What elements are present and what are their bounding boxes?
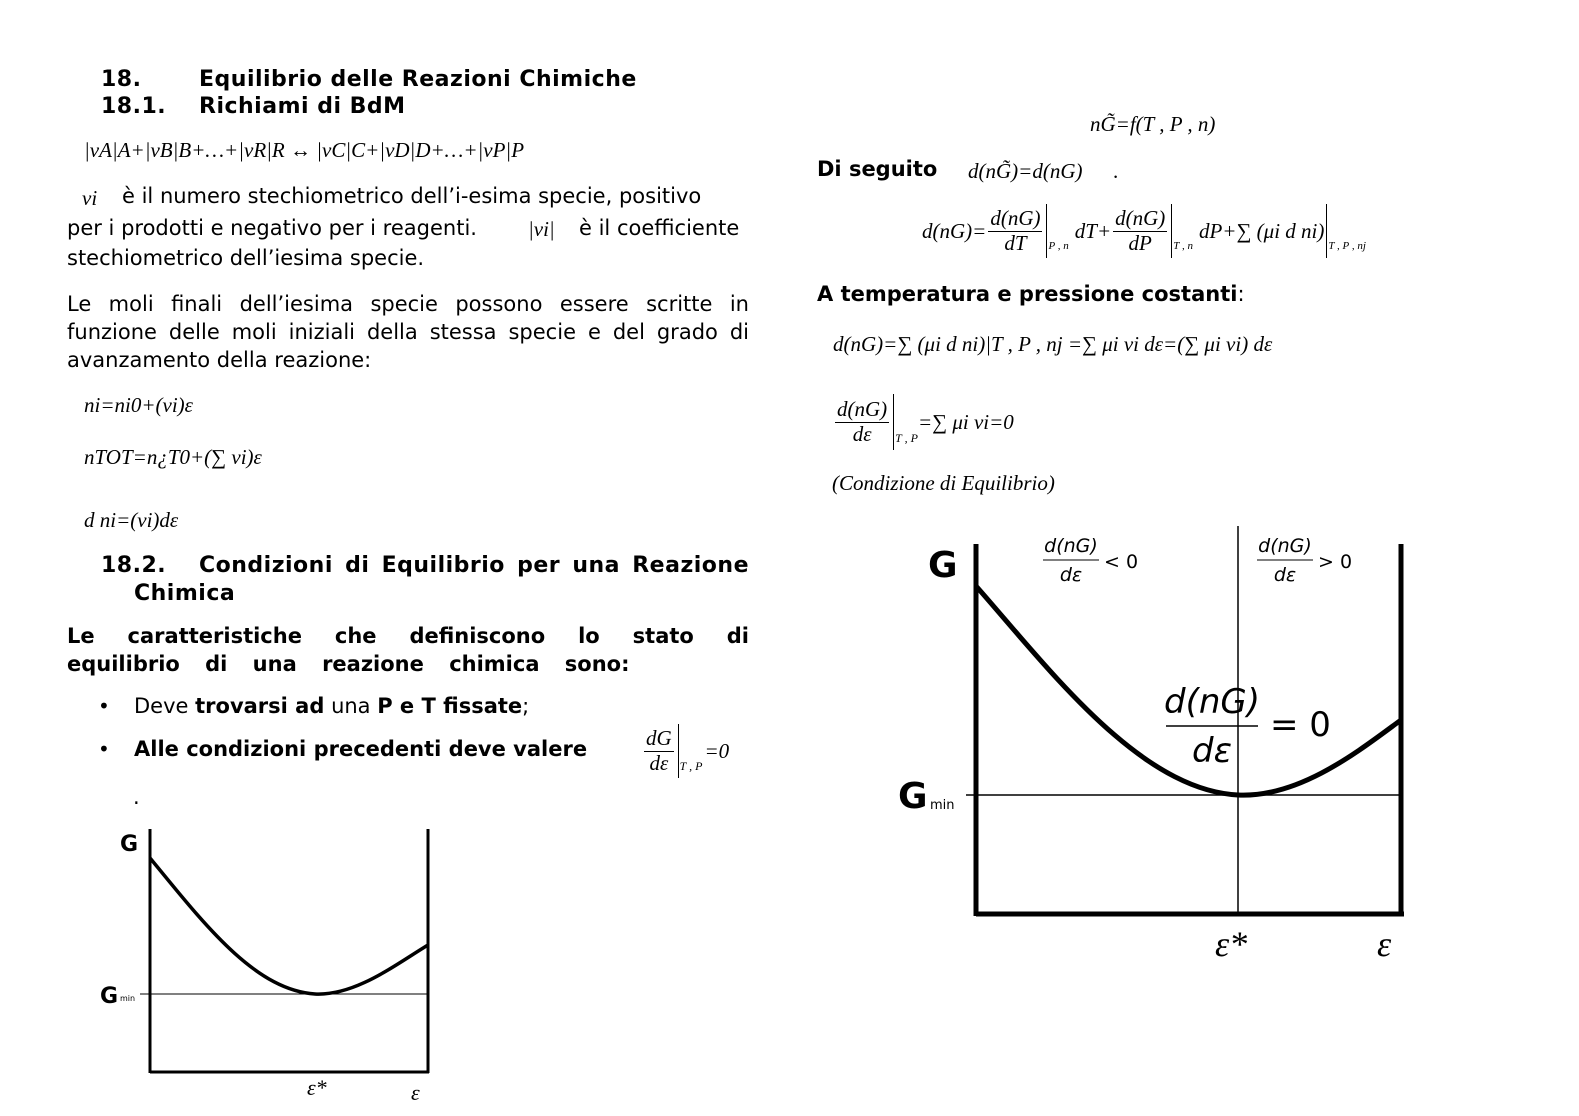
- section-title-18-1: Richiami di BdM: [199, 94, 406, 119]
- small-chart: [95, 825, 445, 1105]
- small-chart-eps-star: ε*: [307, 1075, 327, 1100]
- bullet2-text: Alle condizioni precedenti deve valere: [134, 737, 588, 761]
- small-chart-eps: ε: [411, 1080, 420, 1105]
- eq-ni: ni=ni0+(νi)ε: [84, 393, 193, 417]
- svg-text:= 0: = 0: [1270, 705, 1331, 745]
- eq-equilibrium-derivative: $\frac{d(nG)}{d\varepsilon}$ T , P =∑ μi νi=0: [833, 394, 1014, 450]
- eq-dnG-total: d(nG)= $\frac{d(nG)}{dT}$ P , n dT+ $\frac{d(nG)}{dP}$ T , n dP+∑ (μi d ni) T , P , nj: [922, 204, 1366, 258]
- para1-line1: è il numero stechiometrico dell’i-esima specie, positivo: [122, 184, 702, 208]
- section-number-18: 18.: [101, 67, 142, 92]
- eq-ng-tilde: nG̃=f(T , P , n): [1090, 112, 1216, 136]
- small-chart-gmin-label: G: [100, 984, 119, 1009]
- section-title-18: Equilibrio delle Reazioni Chimiche: [199, 67, 637, 92]
- nu-symbol: νi: [82, 186, 98, 210]
- stray-dot: .: [133, 785, 140, 809]
- section-title-18-2-cont: Chimica: [134, 581, 236, 606]
- condizione-equilibrio: (Condizione di Equilibrio): [832, 471, 1055, 495]
- big-chart: [890, 520, 1420, 970]
- para3: Le caratteristiche che definiscono lo stato di equilibrio di una reazione chimica sono:: [67, 624, 749, 676]
- section-number-18-1: 18.1.: [101, 94, 167, 119]
- big-chart-eps: ε: [1377, 924, 1392, 964]
- bullet-2: •: [98, 737, 110, 761]
- para1-line3: stechiometrico dell’iesima specie.: [67, 246, 425, 270]
- section-number-18-2: 18.2.: [101, 553, 167, 578]
- eq-ntot: nTOT=n¿T0+(∑ νi)ε: [84, 445, 262, 469]
- svg-text:d(nG): d(nG): [1163, 682, 1261, 722]
- big-chart-eps-star: ε*: [1215, 924, 1248, 964]
- di-seguito-dot: .: [1113, 159, 1119, 183]
- para2: Le moli finali dell’iesima specie possono essere scritte in funzione delle moli iniziali della stessa specie e del grado di avanzamento della reazione:: [67, 292, 749, 372]
- big-chart-left-annotation: [1043, 535, 1138, 586]
- section-title-18-2: Condizioni di Equilibrio per una Reazione: [199, 553, 749, 578]
- svg-text:> 0: > 0: [1318, 551, 1353, 573]
- reaction-equation: |νA|A+|νB|B+…+|νR|R ↔ |νC|C+|νD|D+…+|νP|P: [84, 138, 525, 162]
- para1-line2b: è il coefficiente: [579, 216, 740, 240]
- svg-text:dε: dε: [1059, 564, 1083, 586]
- di-seguito-label: Di seguito: [817, 157, 938, 181]
- bullet-1: •: [98, 694, 110, 718]
- big-chart-mid-annotation: [1164, 682, 1331, 771]
- small-chart-curve: [150, 858, 428, 994]
- svg-text:< 0: < 0: [1104, 551, 1139, 573]
- small-chart-gmin-sub: min: [120, 994, 136, 1003]
- big-chart-gmin-sub: min: [930, 798, 955, 813]
- di-seguito-eq: d(nG̃)=d(nG): [968, 159, 1083, 183]
- svg-text:d(nG): d(nG): [1044, 535, 1098, 557]
- bullet1-text: Deve trovarsi ad una P e T fissate;: [134, 694, 530, 718]
- svg-text:d(nG): d(nG): [1258, 535, 1312, 557]
- eq-dni: d ni=(νi)dε: [84, 508, 179, 532]
- small-chart-g-label: G: [120, 832, 139, 857]
- big-chart-gmin-label: G: [898, 776, 928, 817]
- nu-abs-symbol: |νi|: [528, 217, 555, 241]
- bullet2-equation: $\frac{dG}{d\varepsilon}$ T , P =0: [642, 724, 729, 778]
- svg-text:dε: dε: [1273, 564, 1297, 586]
- svg-text:dε: dε: [1192, 731, 1232, 771]
- eq-sum-mu: d(nG)=∑ (μi d ni)|T , P , nj =∑ μi νi dε=(∑ μi νi) dε: [833, 332, 1273, 356]
- big-chart-right-annotation: [1257, 535, 1352, 586]
- para1-line2: per i prodotti e negativo per i reagenti.: [67, 216, 477, 240]
- big-chart-g-label: G: [928, 545, 958, 586]
- temp-press-heading: A temperatura e pressione costanti:: [817, 282, 1245, 306]
